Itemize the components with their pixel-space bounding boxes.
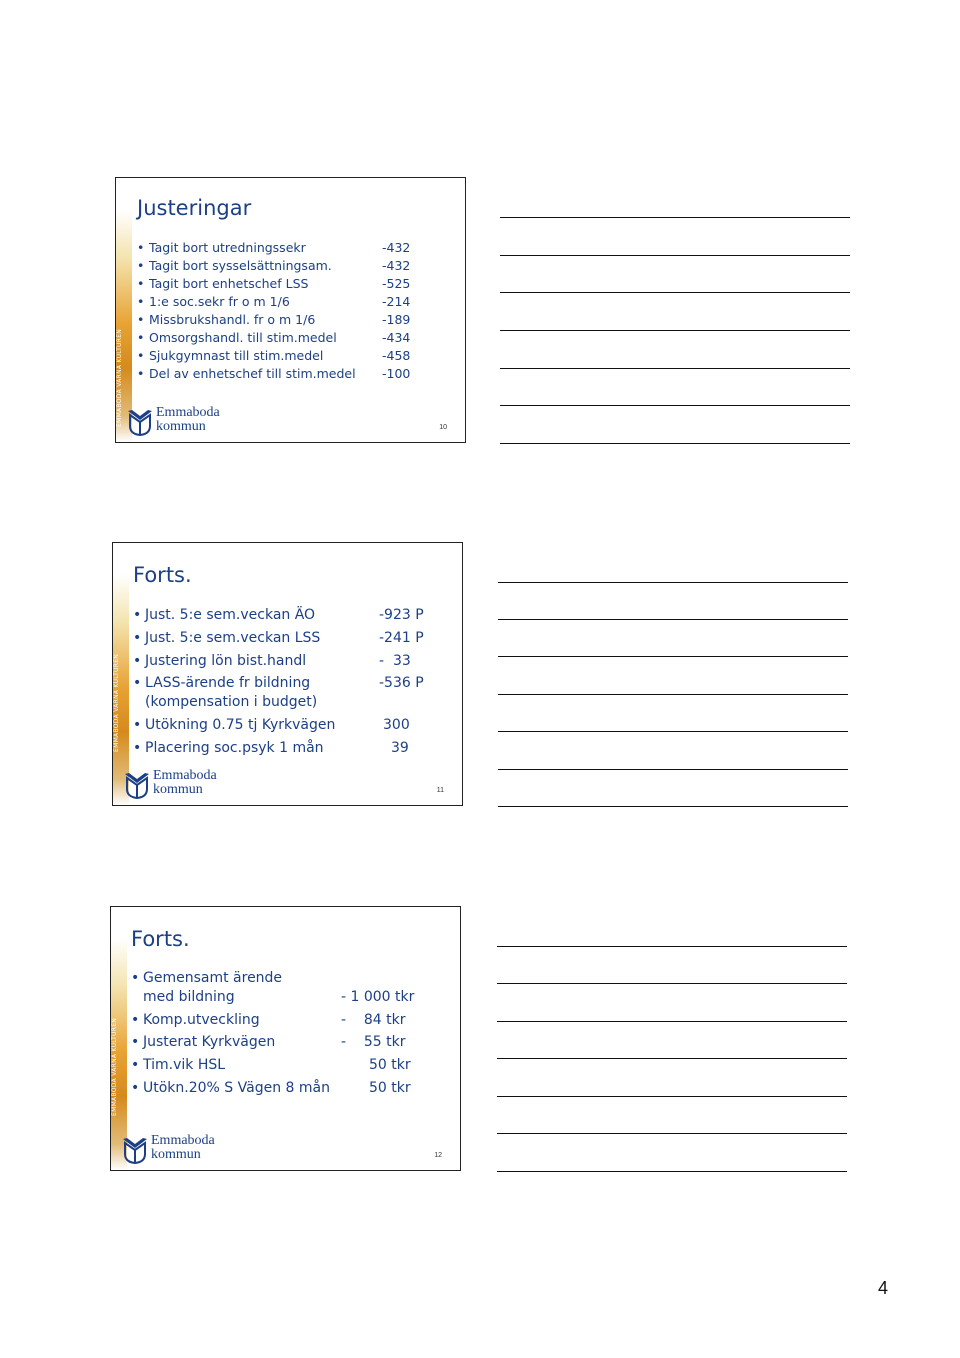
- logo-text-line1: Emmaboda: [156, 405, 220, 420]
- emmaboda-logo: [124, 769, 264, 801]
- item-label: Gemensamt ärende: [143, 970, 283, 986]
- item-value: -434: [382, 330, 411, 345]
- note-line: [498, 656, 848, 657]
- slide-title: Forts.: [131, 927, 190, 951]
- item-label-line2: med bildning: [143, 989, 235, 1005]
- item-value: -458: [382, 348, 411, 363]
- item-label: Placering soc.psyk 1 mån: [145, 740, 324, 756]
- note-line: [497, 983, 847, 984]
- logo-text-line2: kommun: [153, 782, 203, 797]
- item-value: - 33: [379, 653, 411, 669]
- emmaboda-logo: [127, 406, 267, 438]
- note-line: [498, 769, 848, 770]
- note-line: [500, 255, 850, 256]
- note-line: [498, 806, 848, 807]
- note-line: [498, 582, 848, 583]
- item-label: Missbrukshandl. fr o m 1/6: [149, 312, 316, 327]
- slide-title: Forts.: [133, 563, 192, 587]
- note-line: [498, 694, 848, 695]
- item-value: 300: [383, 717, 410, 733]
- item-value: 39: [391, 740, 409, 756]
- logo-text-line1: Emmaboda: [151, 1133, 215, 1148]
- note-line: [497, 1096, 847, 1097]
- page-number: 4: [878, 1278, 889, 1298]
- item-label: Utökning 0.75 tj Kyrkvägen: [145, 717, 336, 733]
- slide-number: 10: [439, 424, 447, 431]
- item-value: -189: [382, 312, 411, 327]
- emmaboda-crest-icon: [124, 771, 150, 799]
- stripe-text: EMMABODA VÄRNA KULTUREN: [113, 653, 120, 753]
- note-line: [500, 443, 850, 444]
- item-label: Justering lön bist.handl: [145, 653, 307, 669]
- item-value: -536 P: [379, 675, 424, 691]
- item-value: -432: [382, 240, 411, 255]
- item-label: Just. 5:e sem.veckan LSS: [145, 630, 321, 646]
- slide-forts-1: EMMABODA VÄRNA KULTUREN Forts. • Just. 5:e sem.veckan ÄO -923 P • Just. 5:e sem.veckan LSS -241 P • Justering lön bist.handl - 33 • LASS-ärende fr bildning -536 P (kompensation i budget) • Utökning 0.75 tj Kyrkvägen 300 • Placering soc.psyk 1 mån 39 Emmaboda kommun 11: [112, 542, 463, 806]
- stripe-text: EMMABODA VÄRNA KULTUREN: [116, 328, 123, 428]
- item-value: - 1 000 tkr: [341, 989, 415, 1005]
- note-line: [498, 731, 848, 732]
- note-line: [500, 330, 850, 331]
- note-line: [500, 405, 850, 406]
- note-line: [500, 217, 850, 218]
- slide-number: 11: [436, 787, 444, 794]
- item-label: Tagit bort sysselsättningsam.: [149, 258, 332, 273]
- note-line: [497, 1171, 847, 1172]
- item-label: Justerat Kyrkvägen: [143, 1034, 276, 1050]
- note-line: [500, 292, 850, 293]
- item-label: Komp.utveckling: [143, 1012, 260, 1028]
- item-label: 1:e soc.sekr fr o m 1/6: [149, 294, 290, 309]
- slide-justeringar: EMMABODA VÄRNA KULTUREN Justeringar • Tagit bort utredningssekr -432 • Tagit bort sysselsättningsam. -432 • Tagit bort enhetschef LSS -525 • 1:e soc.sekr fr o m 1/6 -214 • Missbrukshandl. fr o m 1/6 -189 • Omsorgshandl. till stim.medel -434 • Sjukgymnast till stim.medel -458 • Del av enhetschef till stim.medel -100 Emmaboda kommun 10: [115, 177, 466, 443]
- item-value: 50 tkr: [369, 1080, 411, 1096]
- emmaboda-crest-icon: [127, 408, 153, 436]
- item-label: Del av enhetschef till stim.medel: [149, 366, 356, 381]
- item-value: -923 P: [379, 607, 424, 623]
- item-value: -241 P: [379, 630, 424, 646]
- item-value: -432: [382, 258, 411, 273]
- logo-text-line2: kommun: [156, 419, 206, 434]
- note-line: [498, 619, 848, 620]
- slide-forts-2: EMMABODA VÄRNA KULTUREN Forts. • Gemensamt ärende med bildning - 1 000 tkr • Komp.utveckling - 84 tkr • Justerat Kyrkvägen - 55 tkr • Tim.vik HSL 50 tkr • Utökn.20% S Vägen 8 mån 50 tkr Emmaboda kommun 12: [110, 906, 461, 1171]
- item-label: Tagit bort enhetschef LSS: [149, 276, 309, 291]
- item-value: - 55 tkr: [341, 1034, 406, 1050]
- item-label: Omsorgshandl. till stim.medel: [149, 330, 337, 345]
- item-label: Sjukgymnast till stim.medel: [149, 348, 324, 363]
- note-line: [497, 1133, 847, 1134]
- item-value: -525: [382, 276, 411, 291]
- logo-text-line1: Emmaboda: [153, 768, 217, 783]
- item-label: Just. 5:e sem.veckan ÄO: [145, 607, 316, 623]
- emmaboda-logo: [122, 1134, 262, 1166]
- item-value: - 84 tkr: [341, 1012, 406, 1028]
- slide-number: 12: [434, 1152, 442, 1159]
- item-value: -100: [382, 366, 411, 381]
- item-label: Tagit bort utredningssekr: [149, 240, 306, 255]
- item-value: -214: [382, 294, 411, 309]
- item-label-line2: (kompensation i budget): [145, 694, 318, 710]
- note-line: [497, 946, 847, 947]
- note-line: [497, 1021, 847, 1022]
- item-value: 50 tkr: [369, 1057, 411, 1073]
- stripe-text: EMMABODA VÄRNA KULTUREN: [111, 1017, 118, 1117]
- emmaboda-crest-icon: [122, 1136, 148, 1164]
- note-line: [500, 368, 850, 369]
- item-label: Utökn.20% S Vägen 8 mån: [143, 1080, 330, 1096]
- slide-title: Justeringar: [137, 196, 252, 220]
- item-label: Tim.vik HSL: [143, 1057, 226, 1073]
- item-label: LASS-ärende fr bildning: [145, 675, 311, 691]
- logo-text-line2: kommun: [151, 1147, 201, 1162]
- note-line: [497, 1058, 847, 1059]
